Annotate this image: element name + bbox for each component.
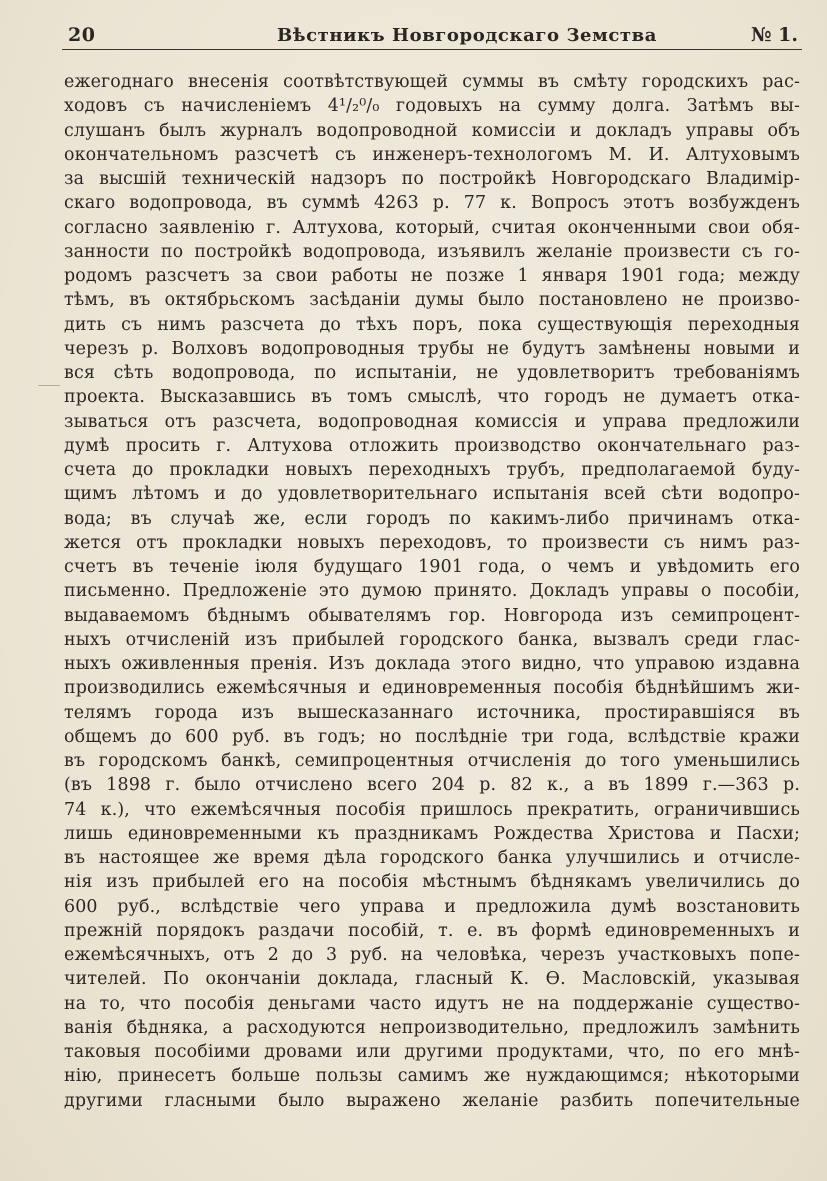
text-line: щимъ лѣтомъ и до удовлетворительнаго испытанія всей сѣти водопро- bbox=[64, 484, 800, 505]
text-line: другими гласными было выражено желаніе разбить попечительные bbox=[64, 1090, 800, 1111]
text-line: чителей. По окончаніи доклада, гласный К. Ѳ. Масловскій, указывая bbox=[64, 969, 800, 990]
running-header bbox=[62, 22, 802, 50]
page-number: 20 bbox=[68, 24, 96, 46]
text-line: въ городскомъ банкѣ, семипроцентныя отчисленія до того уменьшились bbox=[64, 751, 800, 771]
text-line: вода; въ случаѣ же, если городъ по какимъ-либо причинамъ отка- bbox=[64, 508, 800, 529]
text-line: на то, что пособія деньгами часто идутъ не на поддержаніе существо- bbox=[64, 993, 800, 1014]
text-line: нія изъ прибылей его на пособія мѣстнымъ бѣднякамъ увеличились до bbox=[64, 872, 800, 893]
text-line: за высшій техническій надзоръ по постройкѣ Новгородскаго Владимір- bbox=[64, 169, 800, 189]
text-line: окончательномъ разсчетѣ съ инженеръ-технологомъ М. И. Алтуховымъ bbox=[64, 144, 800, 165]
text-line: (въ 1898 г. было отчислено всего 204 р. 82 к., а въ 1899 г.—363 р. bbox=[64, 775, 800, 796]
text-line: вся сѣть водопровода, по испытаніи, не удовлетворитъ требованіямъ bbox=[64, 363, 800, 383]
text-line: согласно заявленію г. Алтухова, который, считая оконченными свои обя- bbox=[64, 217, 800, 238]
text-line: ежемѣсячныхъ, отъ 2 до 3 руб. на человѣка, черезъ участковыхъ попе- bbox=[64, 945, 800, 965]
text-line: 74 к.), что ежемѣсячныя пособія пришлось прекратить, ограничившись bbox=[64, 799, 800, 820]
header-rule bbox=[62, 49, 802, 50]
body-text bbox=[64, 70, 800, 1113]
text-line: скаго водопровода, въ суммѣ 4263 р. 77 к. Вопросъ этотъ возбужденъ bbox=[64, 193, 800, 214]
text-line: письменно. Предложеніе это думою принято. Докладъ управы о пособіи, bbox=[64, 581, 800, 602]
text-line: производились ежемѣсячныя и единовременныя пособія бѣднѣйшимъ жи- bbox=[64, 678, 800, 699]
journal-title: Вѣстникъ Новгородскаго Земства bbox=[277, 25, 658, 46]
text-line: занности по постройкѣ водопровода, изъявилъ желаніе произвести съ го- bbox=[64, 241, 800, 262]
text-line: ежегоднаго внесенія соотвѣтствующей суммы въ смѣту городскихъ рас- bbox=[64, 72, 800, 92]
text-line: счетъ въ теченіе іюля будущаго 1901 года, о чемъ и увѣдомить его bbox=[64, 557, 800, 577]
text-line: тѣмъ, въ октябрьскомъ засѣданіи думы было постановлено не произво- bbox=[64, 290, 800, 311]
text-line: нію, принесетъ больше пользы самимъ же нуждающимся; нѣкоторыми bbox=[64, 1066, 800, 1087]
text-line: ныхъ оживленныя пренія. Изъ доклада этого видно, что управою издавна bbox=[64, 654, 800, 674]
text-line: ванія бѣдняка, а расходуются непроизводительно, предложилъ замѣнить bbox=[64, 1017, 800, 1038]
text-line: слушанъ былъ журналъ водопроводной комиссіи и докладъ управы объ bbox=[64, 120, 800, 141]
text-line: прежній порядокъ раздачи пособій, т. е. въ формѣ единовременныхъ и bbox=[64, 920, 800, 941]
text-line: зываться отъ разсчета, водопроводная комиссія и управа предложили bbox=[64, 411, 800, 432]
text-line: въ настоящее же время дѣла городского банка улучшились и отчисле- bbox=[64, 848, 800, 868]
text-line: телямъ города изъ вышесказаннаго источника, простиравшіяся въ bbox=[64, 702, 800, 723]
text-line: выдаваемомъ бѣднымъ обывателямъ гор. Новгорода изъ семипроцент- bbox=[64, 605, 800, 626]
text-line: думѣ просить г. Алтухова отложить производство окончательнаго раз- bbox=[64, 435, 800, 456]
text-line: таковыя пособіими дровами или другими продуктами, что, по его мнѣ- bbox=[64, 1042, 800, 1062]
margin-mark bbox=[38, 385, 60, 386]
text-line: общемъ до 600 руб. въ годъ; но послѣдніе три года, вслѣдствіе кражи bbox=[64, 726, 800, 747]
text-line: жется отъ прокладки новыхъ переходовъ, то произвести съ нимъ раз- bbox=[64, 532, 800, 553]
issue-number: № 1. bbox=[750, 24, 798, 46]
text-line: черезъ р. Волховъ водопроводныя трубы не будутъ замѣнены новыми и bbox=[64, 338, 800, 359]
text-line: родомъ разсчетъ за свои работы не позже 1 января 1901 года; между bbox=[64, 266, 800, 286]
text-line: 600 руб., вслѣдствіе чего управа и предложила думѣ возстановить bbox=[64, 896, 800, 917]
text-line: проекта. Высказавшись въ томъ смыслѣ, что городъ не думаетъ отка- bbox=[64, 387, 800, 408]
text-line: ходовъ съ начисленіемъ 4¹/₂⁰/₀ годовыхъ на сумму долга. Затѣмъ вы- bbox=[64, 96, 800, 117]
text-line: лишь единовременными къ праздникамъ Рождества Христова и Пасхи; bbox=[64, 823, 800, 844]
text-line: дить съ нимъ разсчета до тѣхъ поръ, пока существующія переходныя bbox=[64, 314, 800, 335]
text-line: ныхъ отчисленій изъ прибылей городского банка, вызвалъ среди глас- bbox=[64, 629, 800, 650]
text-line: счета до прокладки новыхъ переходныхъ трубъ, предполагаемой буду- bbox=[64, 460, 800, 480]
